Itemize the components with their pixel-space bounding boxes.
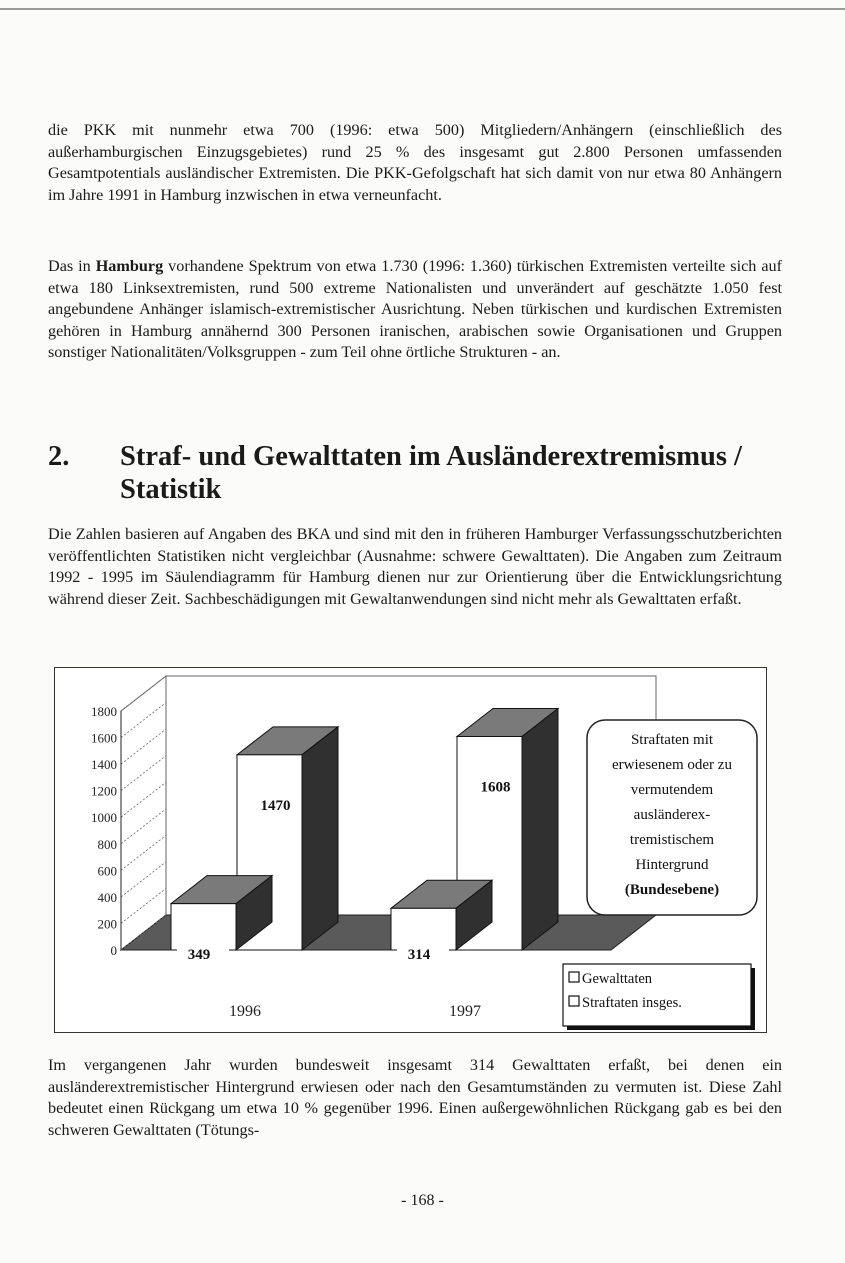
legend-label-1: Gewalttaten bbox=[582, 971, 653, 987]
y-tick-label: 200 bbox=[97, 916, 117, 932]
data-label-straftaten-1996: 1470 bbox=[260, 797, 291, 814]
data-label-gewalttaten-1997: 314 bbox=[407, 947, 431, 963]
x-category-label-1996: 1996 bbox=[229, 1003, 261, 1020]
bar-chart bbox=[55, 668, 766, 1032]
x-category-label-1997: 1997 bbox=[449, 1003, 481, 1020]
section-number: 2. bbox=[48, 441, 70, 472]
paragraph-text-start: Das in bbox=[48, 257, 96, 275]
data-label-gewalttaten-1996: 349 bbox=[187, 947, 211, 963]
annotation-line-5: tremistischem bbox=[629, 832, 715, 848]
y-tick-label: 1200 bbox=[91, 783, 117, 799]
y-tick-label: 1400 bbox=[91, 757, 117, 773]
page-number: - 168 - bbox=[401, 1192, 444, 1209]
annotation-line-6: Hintergrund bbox=[635, 857, 709, 873]
y-tick-label: 0 bbox=[110, 943, 117, 958]
y-tick-label: 1800 bbox=[91, 704, 117, 719]
bar-straftaten-1996-side bbox=[302, 727, 338, 950]
annotation-line-4: ausländerex- bbox=[633, 807, 711, 823]
bold-hamburg: Hamburg bbox=[95, 257, 164, 275]
paragraph-violent-crimes: Im vergangenen Jahr wurden bundesweit insgesamt 314 Gewalttaten erfaßt, bei denen ein ausländerextremistischer Hintergrund erwiesen oder nach den Gesamtumständen zu vermuten ist. Diese Zahl bedeutet einen Rückgang um etwa 10 % gegenüber 1996. Einen außergewöhnlichen Rückgang gab es bei den schweren Gewalttaten (Tötungs- bbox=[48, 1056, 782, 1139]
annotation-line-1: Straftaten mit bbox=[630, 732, 714, 748]
section-title: Straf- und Gewalttaten im Ausländerextremismus / Statistik bbox=[120, 441, 742, 505]
paragraph-text-rest: vorhandene Spektrum von etwa 1.730 (1996: 1.360) türkischen Extremisten verteilte sich auf etwa 180 Linksextremisten, rund 500 extreme Nationalisten und unverändert auf geschätzte 1.050 fest angebundene Anhänger islamisch-extremistischer Ausrichtung. Neben türkischen und kurdischen Extremisten gehören in Hamburg annähernd 300 Personen iranischen, arabischen sowie Organisationen und Gruppen sonstiger Nationalitäten/Volksgruppen - zum Teil ohne örtliche Strukturen - an. bbox=[48, 257, 782, 362]
legend-swatch-2 bbox=[569, 996, 579, 1006]
legend-swatch-1 bbox=[569, 972, 579, 982]
bar-straftaten-1997-side bbox=[522, 708, 558, 950]
y-tick-label: 1000 bbox=[91, 810, 117, 826]
y-tick-label: 1600 bbox=[91, 730, 117, 746]
y-tick-label: 400 bbox=[97, 889, 117, 905]
y-tick-label: 800 bbox=[97, 836, 117, 852]
bar-chart-frame bbox=[54, 667, 767, 1033]
annotation-line-2: erwiesenem oder zu bbox=[612, 757, 732, 773]
paragraph-pkk: die PKK mit nunmehr etwa 700 (1996: etwa 500) Mitgliedern/Anhängern (einschließlich des außerhamburgischen Einzugsgebietes) rund 25 % des insgesamt gut 2.800 Personen umfassenden Gesamtpotentials ausländischer Extremisten. Die PKK-Gefolgschaft hat sich damit von nur etwa 80 Anhängern im Jahre 1991 in Hamburg inzwischen in etwa verneunfacht. bbox=[48, 121, 782, 204]
paragraph-data-basis: Die Zahlen basieren auf Angaben des BKA und sind mit den in früheren Hamburger Verfassungsschutzberichten veröffentlichten Statistiken nicht vergleichbar (Ausnahme: schwere Gewalttaten). Die Angaben zum Zeitraum 1992 - 1995 im Säulendiagramm für Hamburg dienen nur zur Orientierung über die Entwicklungsrichtung während dieser Zeit. Sachbeschädigungen mit Gewaltanwendungen sind nicht mehr als Gewalttaten erfaßt. bbox=[48, 525, 782, 608]
y-tick-label: 600 bbox=[97, 863, 117, 879]
legend-label-2: Straftaten insges. bbox=[582, 995, 682, 1011]
data-label-straftaten-1997: 1608 bbox=[480, 779, 511, 796]
annotation-line-3: vermutendem bbox=[630, 782, 714, 798]
side-wall bbox=[121, 676, 166, 950]
annotation-line-7: (Bundesebene) bbox=[624, 882, 720, 898]
top-rule bbox=[0, 8, 845, 10]
paragraph-hamburg-spectrum bbox=[48, 256, 782, 364]
